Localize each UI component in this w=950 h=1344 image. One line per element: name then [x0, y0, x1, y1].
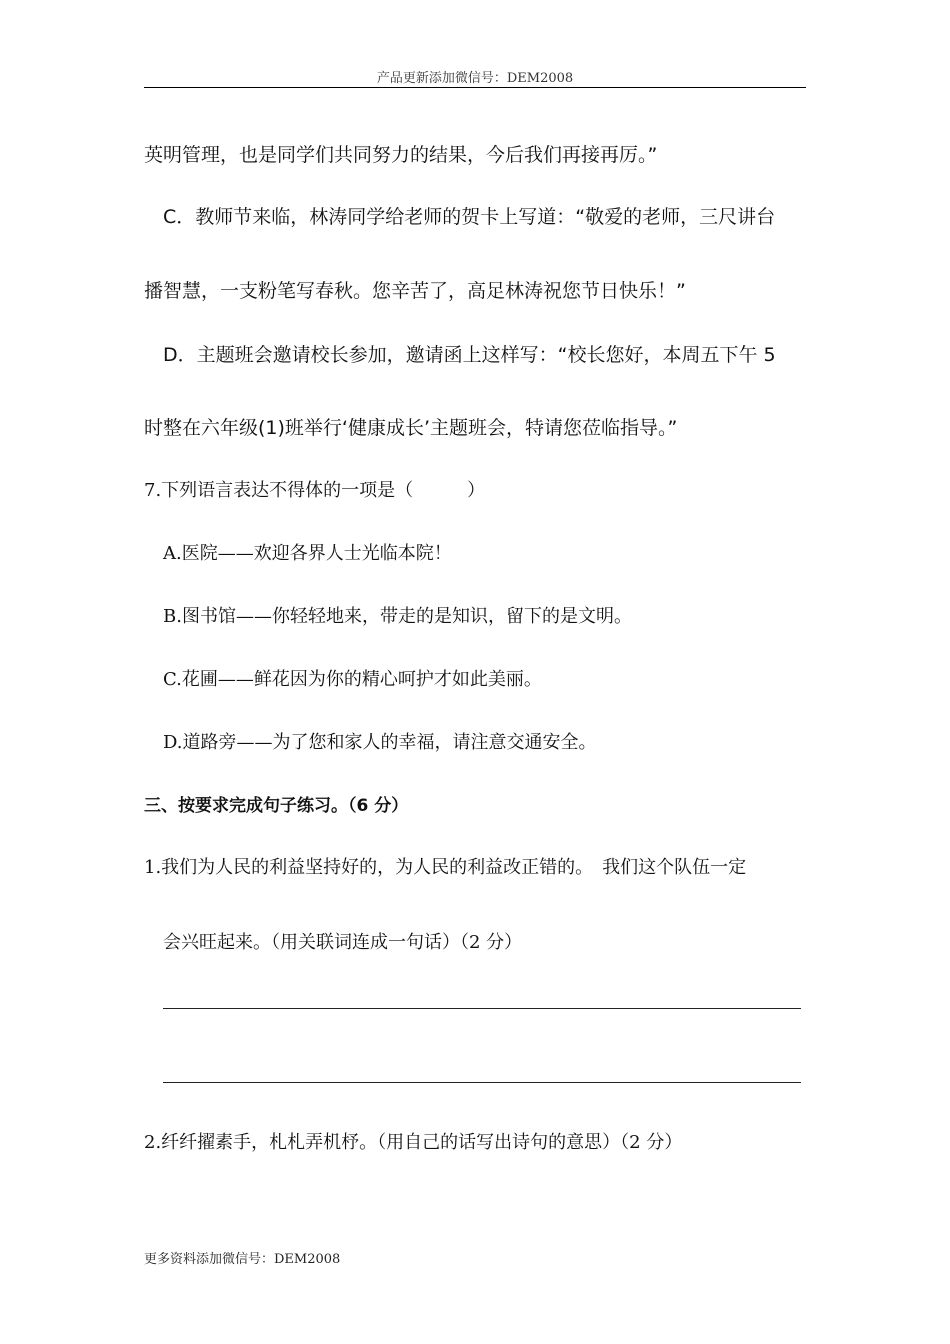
page-footer: 更多资料添加微信号：DEM2008: [144, 1252, 341, 1267]
exercise-2: 2.纤纤擢素手，札札弄机杼。（用自己的话写出诗句的意思）（2 分）: [144, 1132, 683, 1153]
option-b-continuation: 英明管理，也是同学们共同努力的结果，今后我们再接再厉。”: [144, 144, 658, 166]
answer-blank-2: [163, 1082, 801, 1083]
exercise-1-line2: 会兴旺起来。（用关联词连成一句话）（2 分）: [163, 932, 523, 953]
question-7-option-a: A.医院——欢迎各界人士光临本院！: [163, 543, 452, 564]
option-d-line2: 时整在六年级(1)班举行‘健康成长’主题班会，特请您莅临指导。”: [144, 417, 678, 439]
header-divider: [144, 87, 806, 88]
page-header: 产品更新添加微信号：DEM2008: [376, 71, 574, 86]
question-7-option-d: D.道路旁——为了您和家人的幸福，请注意交通安全。: [163, 732, 597, 753]
option-d-line1: D．主题班会邀请校长参加，邀请函上这样写：“校长您好，本周五下午 5: [163, 344, 776, 366]
question-7: 7.下列语言表达不得体的一项是（ ）: [144, 480, 486, 501]
exercise-1-line1: 1.我们为人民的利益坚持好的，为人民的利益改正错的。 我们这个队伍一定: [144, 857, 747, 878]
question-7-option-b: B.图书馆——你轻轻地来，带走的是知识，留下的是文明。: [163, 606, 632, 627]
question-7-option-c: C.花圃——鲜花因为你的精心呵护才如此美丽。: [163, 669, 542, 690]
option-c-line1: C．教师节来临，林涛同学给老师的贺卡上写道：“敬爱的老师，三尺讲台: [163, 206, 776, 228]
answer-blank-1: [163, 1008, 801, 1009]
section-3-heading: 三、按要求完成句子练习。（6 分）: [144, 796, 409, 816]
option-c-line2: 播智慧，一支粉笔写春秋。您辛苦了，高足林涛祝您节日快乐！”: [144, 280, 686, 302]
